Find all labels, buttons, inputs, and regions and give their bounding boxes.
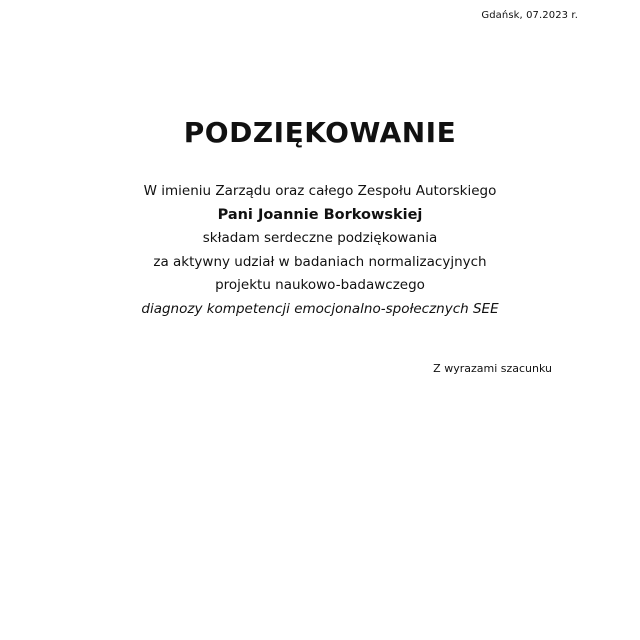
- body-line-intro: W imieniu Zarządu oraz całego Zespołu Autorskiego: [143, 183, 497, 199]
- body-line-project: projektu naukowo-badawczego: [215, 277, 425, 293]
- recipient-name: Pani Joannie Borkowskiej: [217, 206, 423, 223]
- body-line-participation: za aktywny udział w badaniach normalizacyjnych: [153, 253, 487, 270]
- letter-body: [0, 180, 640, 321]
- body-line-thanks: składam serdeczne podziękowania: [202, 230, 438, 246]
- place-and-date: Gdańsk, 07.2023 r.: [481, 10, 578, 21]
- closing-phrase: Z wyrazami szacunku: [433, 362, 552, 375]
- document-title: PODZIĘKOWANIE: [183, 116, 457, 149]
- project-name: diagnozy kompetencji emocjonalno-społecznych SEE: [141, 300, 499, 317]
